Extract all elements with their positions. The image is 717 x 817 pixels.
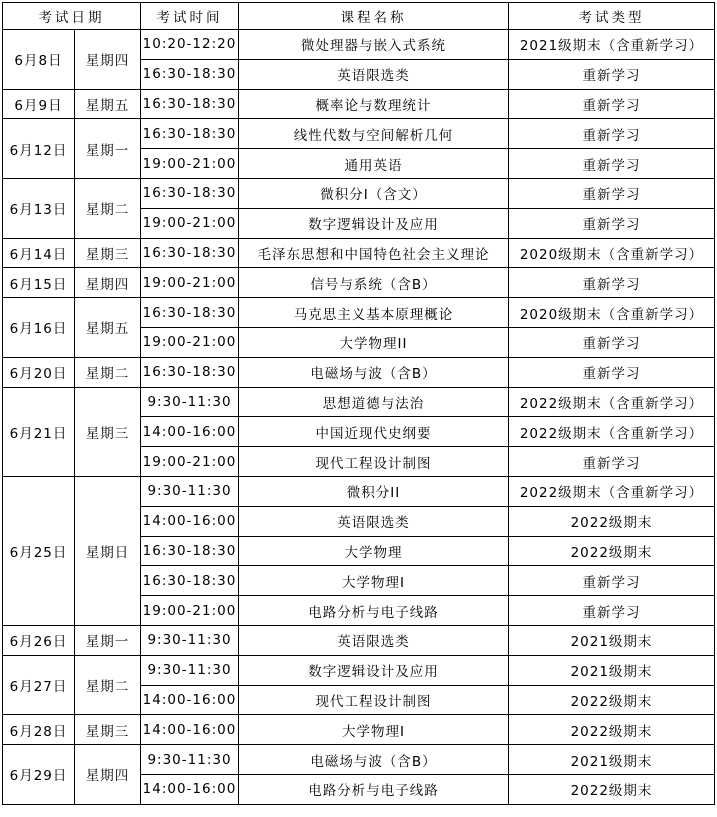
header-course-name: 课程名称: [239, 3, 509, 30]
course-name: 思想道德与法治: [239, 387, 509, 417]
course-name: 大学物理I: [239, 715, 509, 745]
exam-weekday: 星期一: [75, 119, 141, 179]
exam-type: 2021级期末: [509, 745, 715, 775]
table-row: [3, 178, 715, 208]
header-row: [3, 3, 715, 30]
table-row: [3, 745, 715, 775]
exam-date: 6月12日: [3, 119, 75, 179]
exam-time: 16:30-18:30: [141, 536, 239, 566]
exam-type: 重新学习: [509, 89, 715, 119]
exam-weekday: 星期四: [75, 268, 141, 298]
exam-time: 14:00-16:00: [141, 715, 239, 745]
course-name: 通用英语: [239, 149, 509, 179]
course-name: 线性代数与空间解析几何: [239, 119, 509, 149]
exam-weekday: 星期二: [75, 178, 141, 238]
exam-time: 14:00-16:00: [141, 506, 239, 536]
course-name: 大学物理: [239, 536, 509, 566]
exam-type: 2022级期末（含重新学习）: [509, 476, 715, 506]
exam-type: 2022级期末: [509, 685, 715, 715]
course-name: 电路分析与电子线路: [239, 774, 509, 804]
exam-type: 2022级期末: [509, 536, 715, 566]
course-name: 微处理器与嵌入式系统: [239, 30, 509, 60]
exam-type: 2022级期末（含重新学习）: [509, 387, 715, 417]
exam-time: 16:30-18:30: [141, 89, 239, 119]
course-name: 数字逻辑设计及应用: [239, 655, 509, 685]
exam-weekday: 星期二: [75, 357, 141, 387]
exam-time: 14:00-16:00: [141, 774, 239, 804]
table-row: [3, 268, 715, 298]
exam-time: 16:30-18:30: [141, 59, 239, 89]
table-row: [3, 30, 715, 60]
exam-date: 6月8日: [3, 30, 75, 90]
exam-time: 19:00-21:00: [141, 327, 239, 357]
exam-time: 10:20-12:20: [141, 30, 239, 60]
exam-type: 2021级期末（含重新学习）: [509, 30, 715, 60]
table-row: [3, 89, 715, 119]
exam-date: 6月15日: [3, 268, 75, 298]
exam-type: 2022级期末（含重新学习）: [509, 417, 715, 447]
exam-weekday: 星期日: [75, 476, 141, 625]
table-row: [3, 119, 715, 149]
exam-type: 2020级期末（含重新学习）: [509, 238, 715, 268]
exam-type: 重新学习: [509, 566, 715, 596]
exam-type: 2021级期末: [509, 625, 715, 655]
course-name: 信号与系统（含B）: [239, 268, 509, 298]
exam-date: 6月27日: [3, 655, 75, 715]
exam-weekday: 星期三: [75, 238, 141, 268]
header-exam-time: 考试时间: [141, 3, 239, 30]
exam-time: 16:30-18:30: [141, 178, 239, 208]
exam-weekday: 星期三: [75, 387, 141, 476]
schedule-body: [3, 30, 715, 805]
course-name: 微积分II: [239, 476, 509, 506]
course-name: 马克思主义基本原理概论: [239, 298, 509, 328]
exam-date: 6月9日: [3, 89, 75, 119]
exam-date: 6月25日: [3, 476, 75, 625]
course-name: 现代工程设计制图: [239, 685, 509, 715]
exam-weekday: 星期三: [75, 715, 141, 745]
course-name: 中国近现代史纲要: [239, 417, 509, 447]
table-row: [3, 715, 715, 745]
exam-type: 2022级期末: [509, 506, 715, 536]
exam-time: 16:30-18:30: [141, 238, 239, 268]
exam-weekday: 星期一: [75, 625, 141, 655]
exam-time: 19:00-21:00: [141, 149, 239, 179]
exam-type: 2020级期末（含重新学习）: [509, 298, 715, 328]
exam-weekday: 星期五: [75, 298, 141, 358]
course-name: 英语限选类: [239, 59, 509, 89]
exam-time: 16:30-18:30: [141, 298, 239, 328]
exam-time: 16:30-18:30: [141, 566, 239, 596]
exam-time: 16:30-18:30: [141, 119, 239, 149]
exam-time: 14:00-16:00: [141, 417, 239, 447]
course-name: 数字逻辑设计及应用: [239, 208, 509, 238]
course-name: 毛泽东思想和中国特色社会主义理论: [239, 238, 509, 268]
table-row: [3, 387, 715, 417]
exam-weekday: 星期五: [75, 89, 141, 119]
exam-time: 19:00-21:00: [141, 447, 239, 477]
table-row: [3, 625, 715, 655]
course-name: 现代工程设计制图: [239, 447, 509, 477]
exam-schedule-table: [2, 2, 715, 805]
exam-date: 6月29日: [3, 745, 75, 805]
exam-type: 2022级期末: [509, 774, 715, 804]
exam-date: 6月21日: [3, 387, 75, 476]
exam-weekday: 星期二: [75, 655, 141, 715]
exam-type: 2022级期末: [509, 715, 715, 745]
exam-time: 9:30-11:30: [141, 476, 239, 506]
exam-time: 9:30-11:30: [141, 625, 239, 655]
table-row: [3, 298, 715, 328]
table-row: [3, 238, 715, 268]
course-name: 英语限选类: [239, 625, 509, 655]
exam-type: 重新学习: [509, 268, 715, 298]
course-name: 电路分析与电子线路: [239, 596, 509, 626]
exam-date: 6月28日: [3, 715, 75, 745]
exam-time: 9:30-11:30: [141, 387, 239, 417]
course-name: 英语限选类: [239, 506, 509, 536]
exam-type: 2021级期末: [509, 655, 715, 685]
exam-type: 重新学习: [509, 178, 715, 208]
exam-time: 9:30-11:30: [141, 655, 239, 685]
table-row: [3, 655, 715, 685]
exam-date: 6月13日: [3, 178, 75, 238]
exam-type: 重新学习: [509, 149, 715, 179]
exam-type: 重新学习: [509, 357, 715, 387]
course-name: 电磁场与波（含B）: [239, 745, 509, 775]
exam-type: 重新学习: [509, 596, 715, 626]
exam-weekday: 星期四: [75, 30, 141, 90]
exam-type: 重新学习: [509, 119, 715, 149]
course-name: 微积分I（含文）: [239, 178, 509, 208]
exam-time: 14:00-16:00: [141, 685, 239, 715]
exam-time: 19:00-21:00: [141, 268, 239, 298]
exam-date: 6月26日: [3, 625, 75, 655]
exam-time: 19:00-21:00: [141, 596, 239, 626]
course-name: 电磁场与波（含B）: [239, 357, 509, 387]
exam-weekday: 星期四: [75, 745, 141, 805]
table-row: [3, 476, 715, 506]
header-exam-date: 考试日期: [3, 3, 141, 30]
course-name: 大学物理II: [239, 327, 509, 357]
exam-date: 6月20日: [3, 357, 75, 387]
exam-time: 19:00-21:00: [141, 208, 239, 238]
exam-type: 重新学习: [509, 447, 715, 477]
exam-time: 9:30-11:30: [141, 745, 239, 775]
exam-type: 重新学习: [509, 327, 715, 357]
exam-type: 重新学习: [509, 208, 715, 238]
exam-time: 16:30-18:30: [141, 357, 239, 387]
header-exam-type: 考试类型: [509, 3, 715, 30]
exam-type: 重新学习: [509, 59, 715, 89]
course-name: 大学物理I: [239, 566, 509, 596]
course-name: 概率论与数理统计: [239, 89, 509, 119]
exam-date: 6月16日: [3, 298, 75, 358]
exam-date: 6月14日: [3, 238, 75, 268]
table-row: [3, 357, 715, 387]
